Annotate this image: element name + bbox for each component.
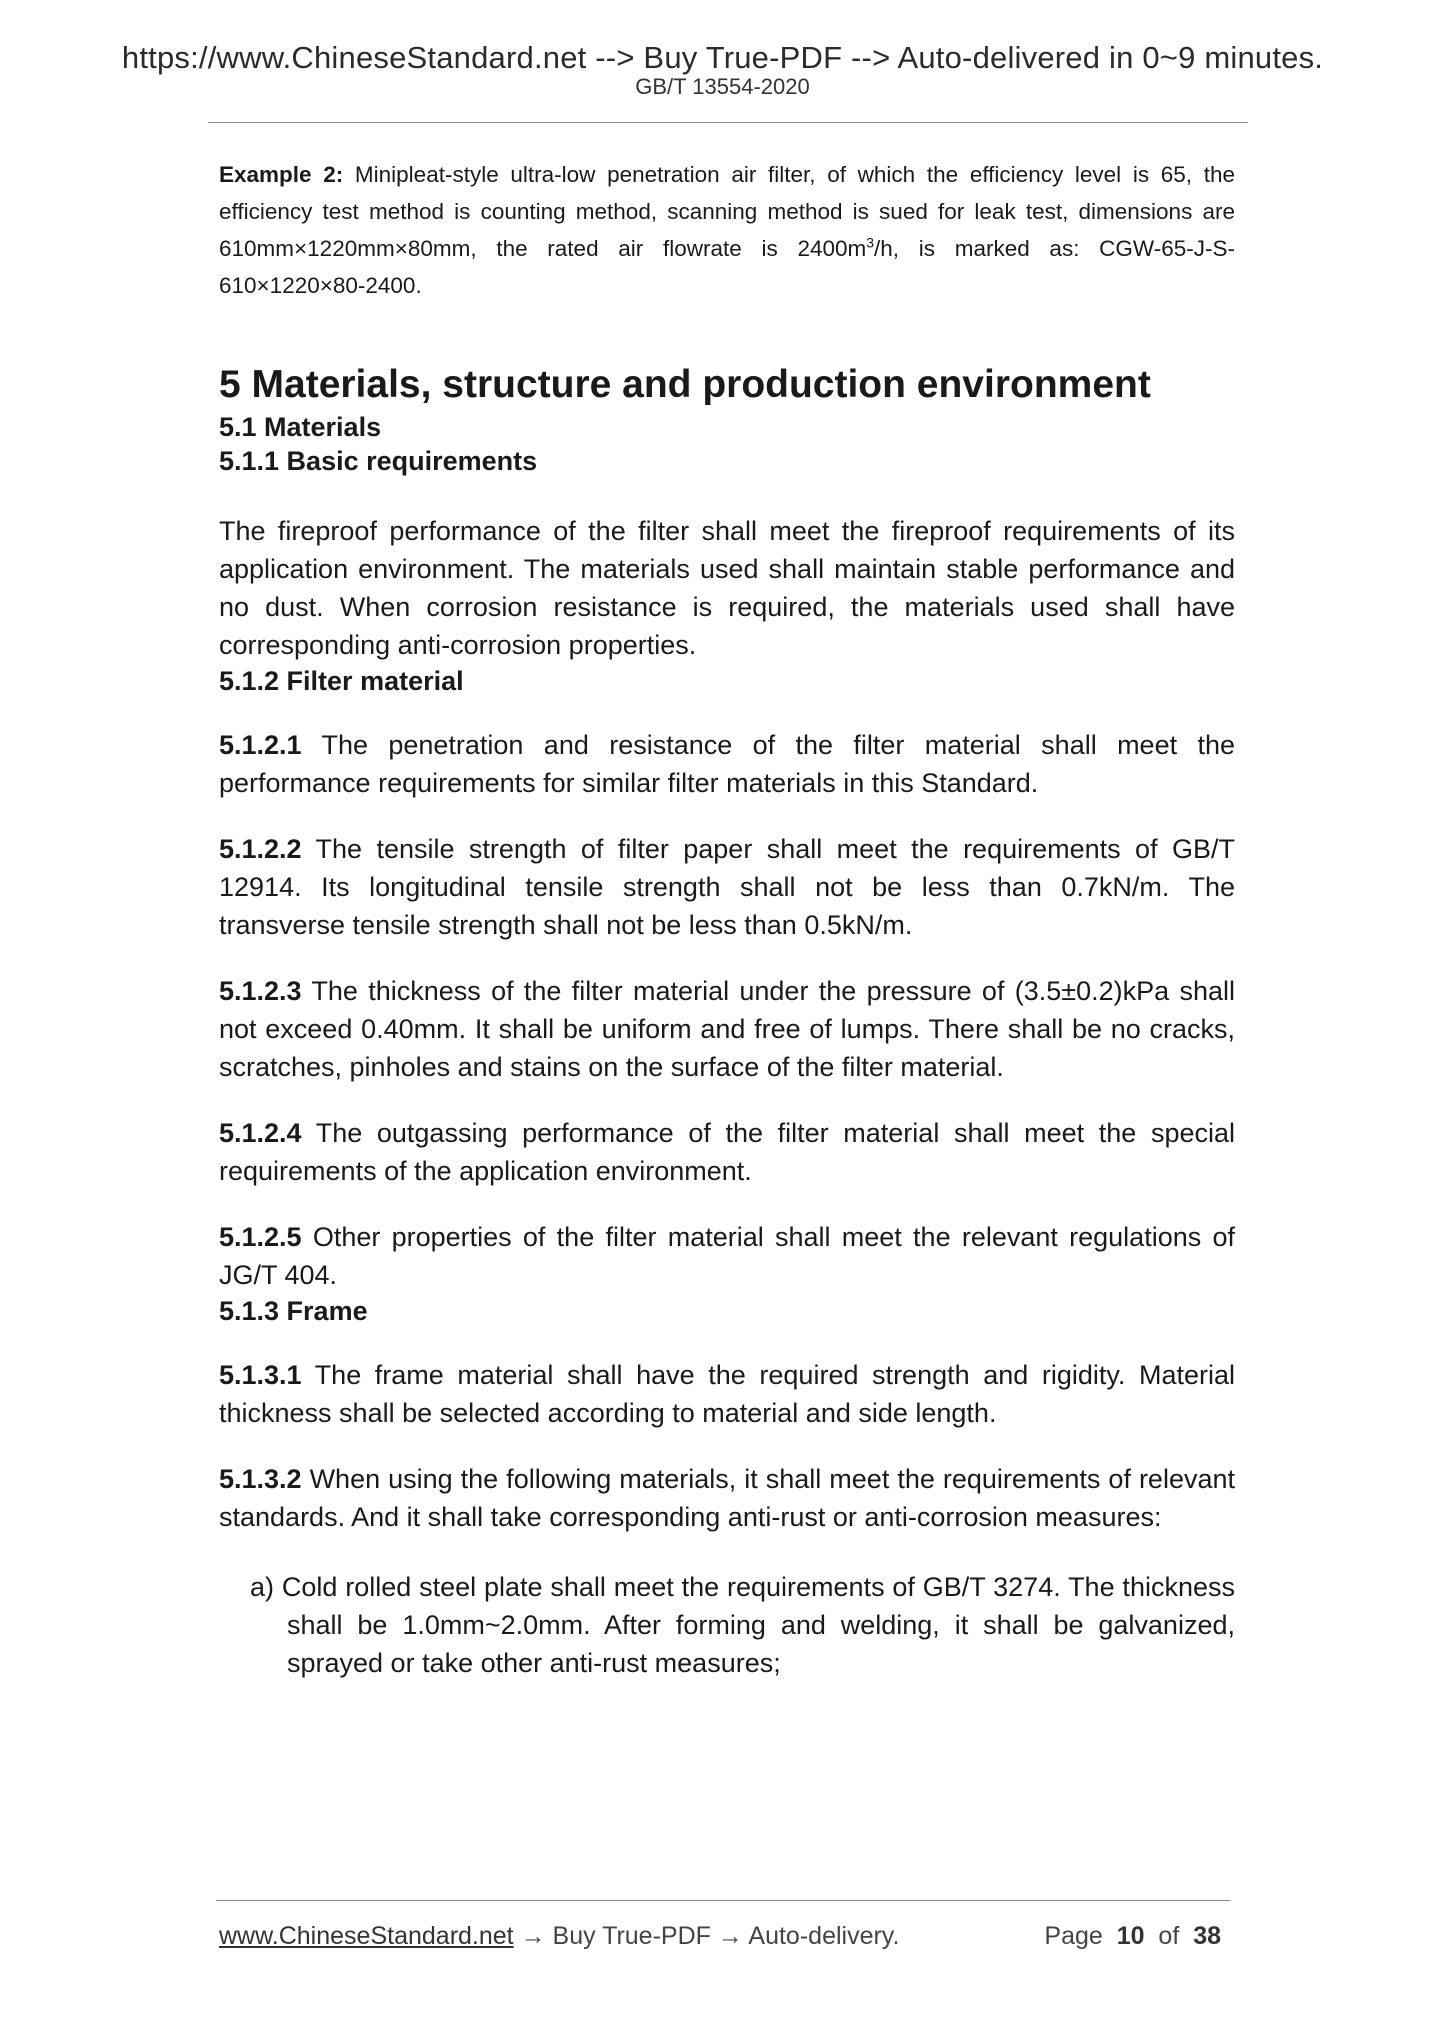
clause-number: 5.1.2.3 (219, 976, 302, 1006)
clause-5-1-2-5 (219, 1218, 1235, 1294)
clause-number: 5.1.2.2 (219, 834, 302, 864)
section-5-1-3-heading: 5.1.3 Frame (219, 1296, 368, 1326)
clause-5-1-2-2 (219, 830, 1235, 944)
clause-number: 5.1.3.1 (219, 1360, 302, 1390)
section-5-1-2-heading: 5.1.2 Filter material (219, 666, 464, 696)
clause-number: 5.1.3.2 (219, 1464, 302, 1494)
section-5-1-1-heading: 5.1.1 Basic requirements (219, 446, 538, 476)
document-body (219, 156, 1235, 1682)
clause-text: The thickness of the filter material under the pressure of (3.5±0.2)kPa shall not exceed 0.40mm. It shall be uniform and free of lumps. There shall be no cracks, scratches, pinholes and stains on the surface of the filter material. (219, 976, 1235, 1082)
example-text-end: /h, is marked as: CGW-65-J-S-610×1220×80-2400. (219, 236, 1235, 298)
section-5-1-1-text: The fireproof performance of the filter shall meet the fireproof requirements of its application environment. The materials used shall maintain stable performance and no dust. When corrosion resistance is required, the materials used shall have corresponding anti-corrosion properties. (219, 516, 1235, 660)
example-text: Minipleat-style ultra-low penetration air filter, of which the efficiency level is 65, the efficiency test method is counting method, scanning method is sued for leak test, dimensions are 610mm×1220mm×80mm, the rated air flowrate is 2400m (219, 162, 1235, 261)
footer-site-link[interactable]: www.ChineseStandard.net (219, 1922, 514, 1950)
page-current: 10 (1116, 1922, 1145, 1950)
clause-text: The penetration and resistance of the filter material shall meet the performance requirements for similar filter materials in this Standard. (219, 730, 1235, 798)
clause-number: 5.1.2.4 (219, 1118, 302, 1148)
clause-5-1-3-1 (219, 1356, 1235, 1432)
clause-text: Other properties of the filter material shall meet the relevant regulations of JG/T 404. (219, 1222, 1235, 1290)
clause-number: 5.1.2.1 (219, 730, 302, 760)
footer-divider (216, 1900, 1230, 1901)
clause-5-1-3-2 (219, 1460, 1235, 1536)
section-5-1-heading: 5.1 Materials (219, 412, 382, 442)
page-footer (219, 1922, 1235, 1951)
clause-text: The outgassing performance of the filter material shall meet the special requirements of the application environment. (219, 1118, 1235, 1186)
arrow-right-icon: → (520, 1922, 546, 1950)
clause-number: 5.1.2.5 (219, 1222, 302, 1252)
arrow-right-icon: → (717, 1922, 743, 1950)
clause-text: When using the following materials, it shall meet the requirements of relevant standards. And it shall take corresponding anti-rust or anti-corrosion measures: (219, 1464, 1235, 1532)
footer-auto-text: Auto-delivery. (742, 1922, 900, 1950)
header-divider (208, 122, 1248, 123)
clause-text: The tensile strength of filter paper shall meet the requirements of GB/T 12914. Its longitudinal tensile strength shall not be less than 0.7kN/m. The transverse tensile strength shall not be less than 0.5kN/m. (219, 834, 1235, 940)
list-item-a: a) Cold rolled steel plate shall meet the requirements of GB/T 3274. The thickness shall be 1.0mm~2.0mm. After forming and welding, it shall be galvanized, sprayed or take other anti-rust measures; (250, 1572, 1235, 1678)
footer-buy-text: Buy True-PDF (545, 1922, 718, 1950)
clause-5-1-2-3 (219, 972, 1235, 1086)
example-paragraph (219, 156, 1235, 304)
example-label: Example 2: (219, 162, 344, 187)
clause-text: The frame material shall have the required strength and rigidity. Material thickness shall be selected according to material and side length. (219, 1360, 1235, 1428)
clause-5-1-2-4 (219, 1114, 1235, 1190)
header-standard-number: GB/T 13554-2020 (635, 74, 810, 99)
clause-5-1-2-1 (219, 726, 1235, 802)
page-indicator (1044, 1922, 1221, 1951)
chapter-title: 5 Materials, structure and production environment (219, 363, 1151, 406)
example-superscript: 3 (866, 234, 875, 251)
header-url-line: https://www.ChineseStandard.net --> Buy True-PDF --> Auto-delivered in 0~9 minutes. (121, 40, 1324, 75)
page-label: Page (1044, 1922, 1103, 1950)
page-total: 38 (1193, 1922, 1221, 1950)
page-of: of (1158, 1922, 1180, 1950)
